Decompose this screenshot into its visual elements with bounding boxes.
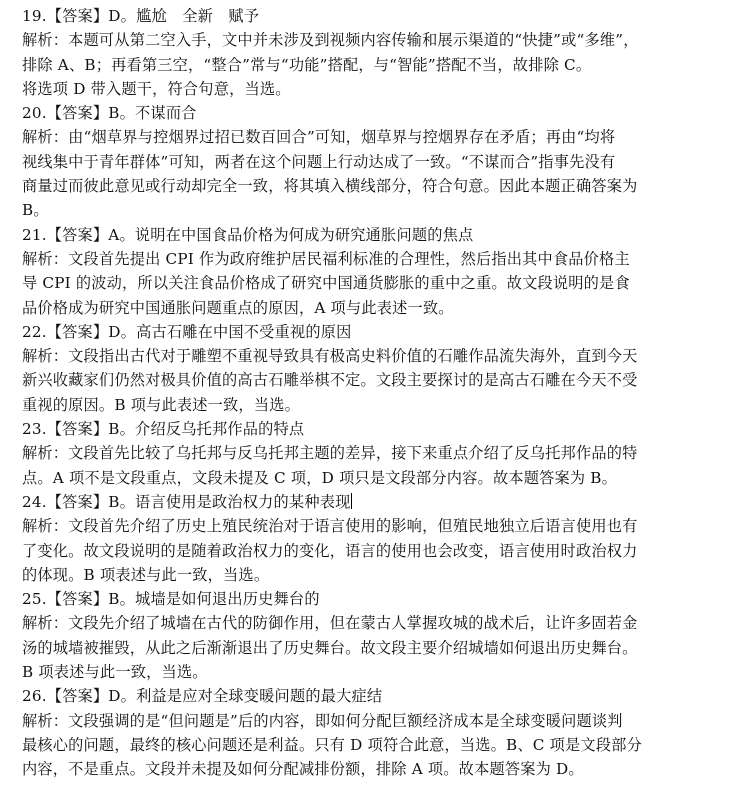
q26-analysis-line-2: 最核心的问题，最终的核心问题还是利益。只有 D 项符合此意，当选。B、C 项是文段部分 [22,735,642,754]
text-cursor [351,493,352,509]
q20-analysis-line-4: B。 [22,201,49,220]
q23-analysis-line-2: 点。A 项不是文段重点，文段未提及 C 项，D 项只是文段部分内容。故本题答案为 B。 [22,468,618,487]
q22-answer: 22.【答案】D。高古石雕在中国不受重视的原因 [22,322,352,341]
q24-analysis-line-3: 的体现。B 项表述与此一致，当选。 [22,565,270,584]
q23-answer: 23.【答案】B。介绍反乌托邦作品的特点 [22,420,305,439]
q21-analysis-line-3: 品价格成为研究中国通胀问题重点的原因，A 项与此表述一致。 [22,298,454,317]
q21-analysis-line-1: 解析：文段首先提出 CPI 作为政府维护居民福利标准的合理性，然后指出其中食品价格主 [22,249,630,268]
q26-answer: 26.【答案】D。利益是应对全球变暖问题的最大症结 [22,687,383,706]
q23-analysis-line-1: 解析：文段首先比较了乌托邦与反乌托邦主题的差异，接下来重点介绍了反乌托邦作品的特 [22,444,638,463]
q24-answer: 24.【答案】B。语言使用是政治权力的某种表现 [22,492,351,511]
q19-analysis-line-2: 排除 A、B；再看第三空，“整合”常与“功能”搭配，与“智能”搭配不当，故排除 C。 [22,55,592,74]
q19-analysis-line-3: 将选项 D 带入题干，符合句意，当选。 [22,79,291,98]
q25-analysis-line-2: 汤的城墙被摧毁，从此之后渐渐退出了历史舞台。故文段主要介绍城墙如何退出历史舞台。 [22,638,638,657]
q25-analysis-line-3: B 项表述与此一致，当选。 [22,663,208,682]
q22-analysis-line-2: 新兴收藏家们仍然对极具价值的高古石雕举棋不定。文段主要探讨的是高古石雕在今天不受 [22,371,638,390]
q20-analysis-line-2: 视线集中于青年群体”可知，两者在这个问题上行动达成了一致。“不谋而合”指事先没有 [22,152,616,171]
q24-analysis-line-1: 解析：文段首先介绍了历史上殖民统治对于语言使用的影响，但殖民地独立后语言使用也有 [22,517,638,536]
q19-answer: 19.【答案】D。尴尬 全新 赋予 [22,7,260,25]
q22-analysis-line-1: 解析：文段指出古代对于雕塑不重视导致具有极高史料价值的石雕作品流失海外，直到今天 [22,347,638,366]
q26-analysis-line-1: 解析：文段强调的是“但问题是”后的内容，即如何分配巨额经济成本是全球变暖问题谈判 [22,711,623,730]
q24-analysis-line-2: 了变化。故文段说明的是随着政治权力的变化，语言的使用也会改变，语言使用时政治权力 [22,541,638,560]
q25-answer: 25.【答案】B。城墙是如何退出历史舞台的 [22,590,320,609]
q22-analysis-line-3: 重视的原因。B 项与此表述一致，当选。 [22,395,300,414]
q20-answer: 20.【答案】B。不谋而合 [22,104,197,123]
q19-analysis-line-1: 解析：本题可从第二空入手，文中并未涉及到视频内容传输和展示渠道的“快捷”或“多维”， [22,31,639,50]
q21-answer: 21.【答案】A。说明在中国食品价格为何成为研究通胀问题的焦点 [22,225,474,244]
q25-analysis-line-1: 解析：文段先介绍了城墙在古代的防御作用，但在蒙古人掌握攻城的战术后，让许多固若金 [22,614,638,633]
q21-analysis-line-2: 导 CPI 的波动，所以关注食品价格成了研究中国通货膨胀的重中之重。故文段说明的是食 [22,274,630,293]
q26-analysis-line-3: 内容，不是重点。文段并未提及如何分配减排份额，排除 A 项。故本题答案为 D。 [22,760,584,779]
q24-answer-row [22,490,720,514]
q20-analysis-line-3: 商量过而彼此意见或行动却完全一致，将其填入横线部分，符合句意。因此本题正确答案为 [22,177,638,196]
q20-analysis-line-1: 解析：由“烟草界与控烟界过招已数百回合”可知，烟草界与控烟界存在矛盾；再由“均将 [22,128,616,147]
